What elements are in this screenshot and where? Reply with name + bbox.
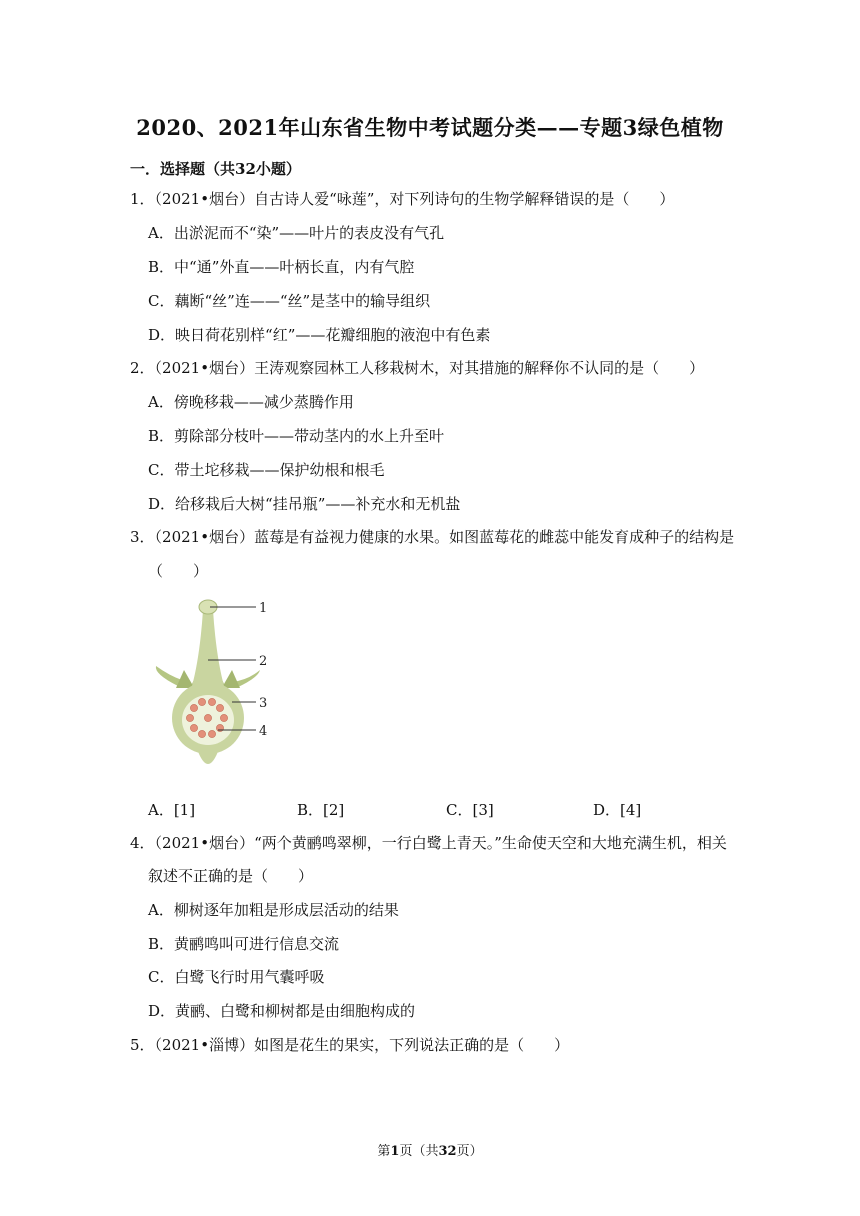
- figure-label-2: 2: [259, 654, 268, 669]
- question-3-option-b: B．[2]: [297, 801, 345, 819]
- footer-page-number: 1: [390, 1144, 400, 1159]
- question-1-option-c: C．藕断“丝”连——“丝”是茎中的输导组织: [148, 292, 431, 310]
- footer-middle: 页（共: [399, 1144, 439, 1159]
- question-3-option-a: A．[1]: [148, 801, 196, 819]
- question-4-option-b: B．黄鹂鸣叫可进行信息交流: [148, 935, 340, 953]
- section-heading: 一．选择题（共32小题）: [130, 160, 301, 178]
- footer-prefix: 第: [377, 1144, 391, 1159]
- question-4-option-d: D．黄鹂、白鹭和柳树都是由细胞构成的: [148, 1002, 416, 1020]
- question-1-option-d: D．映日荷花别样“红”——花瓣细胞的液泡中有色素: [148, 326, 491, 344]
- footer-total-pages: 32: [438, 1144, 457, 1159]
- figure-label-1: 1: [259, 601, 268, 616]
- style-shape: [192, 610, 224, 686]
- question-1-option-a: A．出淤泥而不“染”——叶片的表皮没有气孔: [148, 224, 445, 242]
- question-3-option-d: D．[4]: [593, 801, 642, 819]
- question-1-stem: 1．（2021•烟台）自古诗人爱“咏莲”，对下列诗句的生物学解释错误的是（ ）: [130, 190, 675, 208]
- question-3-stem-continued: （ ）: [148, 562, 209, 580]
- question-4-option-a: A．柳树逐年加粗是形成层活动的结果: [148, 901, 399, 919]
- blueberry-pistil-figure: [148, 596, 278, 782]
- footer-suffix: 页）: [456, 1144, 483, 1159]
- receptacle-shape: [196, 746, 220, 764]
- question-5-stem: 5．（2021•淄博）如图是花生的果实，下列说法正确的是（ ）: [130, 1036, 570, 1054]
- question-2-option-c: C．带土坨移栽——保护幼根和根毛: [148, 461, 385, 479]
- page-footer: [0, 1140, 860, 1159]
- question-3-option-c: C．[3]: [446, 801, 494, 819]
- question-1-option-b: B．中“通”外直——叶柄长直，内有气腔: [148, 258, 415, 276]
- question-4-option-c: C．白鹭飞行时用气囊呼吸: [148, 968, 325, 986]
- figure-label-3: 3: [259, 696, 268, 711]
- question-2-stem: 2．（2021•烟台）王涛观察园林工人移栽树木，对其措施的解释你不认同的是（ ）: [130, 359, 705, 377]
- question-2-option-b: B．剪除部分枝叶——带动茎内的水上升至叶: [148, 427, 445, 445]
- question-4-stem: 4．（2021•烟台）“两个黄鹂鸣翠柳，一行白鹭上青天。”生命使天空和大地充满生机，相关: [130, 834, 727, 852]
- page-title: 2020、2021年山东省生物中考试题分类——专题3绿色植物: [136, 115, 724, 140]
- sepal-left-shape: [156, 666, 182, 686]
- question-2-option-a: A．傍晚移栽——减少蒸腾作用: [148, 393, 354, 411]
- figure-label-4: 4: [259, 724, 268, 739]
- question-2-option-d: D．给移栽后大树“挂吊瓶”——补充水和无机盐: [148, 495, 461, 513]
- question-4-stem-continued: 叙述不正确的是（ ）: [148, 867, 314, 885]
- question-3-stem: 3．（2021•烟台）蓝莓是有益视力健康的水果。如图蓝莓花的雌蕊中能发育成种子的结构是: [130, 528, 735, 546]
